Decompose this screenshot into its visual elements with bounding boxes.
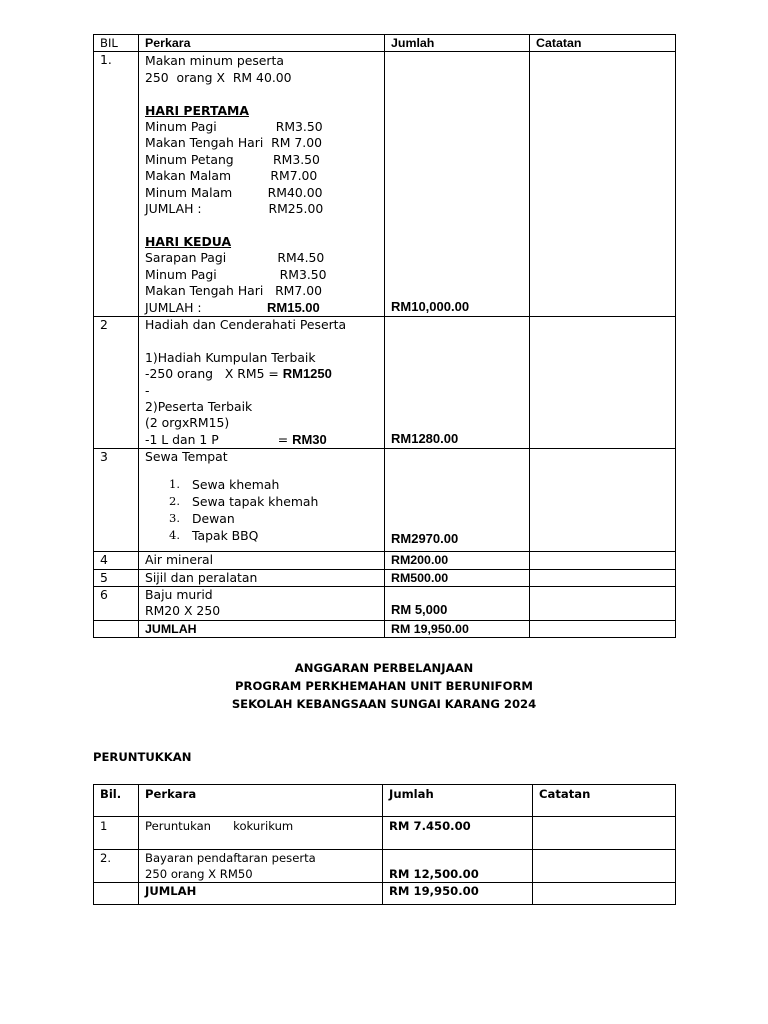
row-jumlah: RM200.00 — [385, 552, 530, 569]
row-text: Makan Tengah Hari RM7.00 — [145, 283, 322, 299]
row-catatan — [530, 569, 676, 586]
row-text: RM20 X 250 — [145, 603, 221, 619]
allocation-table — [93, 784, 676, 905]
row-catatan — [530, 52, 676, 317]
list-item: 2. Sewa tapak khemah — [169, 493, 319, 509]
row-jumlah: RM10,000.00 — [391, 298, 470, 314]
row-catatan — [530, 449, 676, 552]
row-bil: 3 — [94, 449, 139, 552]
table-row — [94, 552, 676, 569]
header-catatan: Catatan — [530, 35, 676, 52]
row-value: RM1250 — [282, 366, 332, 382]
total-label: JUMLAH — [139, 620, 385, 637]
row-text: 1)Hadiah Kumpulan Terbaik — [145, 349, 316, 365]
row-perkara — [139, 52, 385, 317]
row-perkara — [139, 449, 385, 552]
table-row — [94, 316, 676, 448]
row-text: Minum Pagi RM3.50 — [145, 266, 327, 282]
header-bil: Bil. — [94, 785, 139, 817]
day2-title: HARI KEDUA — [145, 233, 232, 249]
row-bil: 6 — [94, 586, 139, 620]
header-perkara: Perkara — [139, 785, 383, 817]
row-catatan — [530, 316, 676, 448]
table-row — [94, 52, 676, 317]
row-text: Minum Malam RM40.00 — [145, 184, 323, 200]
list-item: 1. Sewa khemah — [169, 476, 280, 492]
row-value: RM30 — [292, 431, 327, 447]
row-bil: 2. — [94, 850, 139, 883]
table-row — [94, 817, 676, 850]
row-catatan — [530, 586, 676, 620]
row-text: Sewa Tempat — [145, 449, 228, 465]
rental-list — [169, 476, 378, 544]
row-jumlah: RM 5,000 — [391, 602, 448, 618]
row-perkara: Air mineral — [139, 552, 385, 569]
row-text: JUMLAH : RM25.00 — [145, 201, 324, 217]
document-title: ANGGARAN PERBELANJAAN — [294, 661, 474, 675]
row-perkara: Peruntukan kokurikum — [139, 817, 383, 850]
row-bil — [94, 620, 139, 637]
table-row — [94, 449, 676, 552]
row-text: Sarapan Pagi RM4.50 — [145, 250, 325, 266]
allocation-header-row — [94, 785, 676, 817]
row-perkara — [139, 586, 385, 620]
row-bil: 2 — [94, 316, 139, 448]
day2-total-value: RM15.00 — [267, 299, 320, 315]
row-jumlah: RM 12,500.00 — [389, 867, 479, 881]
row-catatan — [530, 620, 676, 637]
list-item: 4. Tapak BBQ — [169, 527, 259, 543]
row-text: Minum Pagi RM3.50 — [145, 119, 323, 135]
table-row — [94, 569, 676, 586]
school-title: SEKOLAH KEBANGSAAN SUNGAI KARANG 2024 — [231, 697, 537, 711]
row-jumlah-cell — [385, 52, 530, 317]
total-row — [94, 620, 676, 637]
header-bil: BIL — [94, 35, 139, 52]
row-catatan — [530, 552, 676, 569]
total-value: RM 19,950.00 — [383, 883, 533, 905]
row-jumlah: RM2970.00 — [391, 530, 459, 546]
row-bil: 1 — [94, 817, 139, 850]
row-text: 250 orang X RM 40.00 — [145, 69, 292, 85]
header-catatan: Catatan — [533, 785, 676, 817]
header-perkara: Perkara — [139, 35, 385, 52]
table-row — [94, 850, 676, 883]
row-jumlah-cell — [385, 316, 530, 448]
header-jumlah: Jumlah — [383, 785, 533, 817]
row-jumlah: RM500.00 — [385, 569, 530, 586]
row-text: Baju murid — [145, 586, 213, 602]
row-catatan — [533, 817, 676, 850]
row-text: (2 orgxRM15) — [145, 415, 230, 431]
row-catatan — [533, 850, 676, 883]
row-text: Makan Tengah Hari RM 7.00 — [145, 135, 322, 151]
row-perkara — [139, 850, 383, 883]
row-jumlah-cell — [385, 449, 530, 552]
budget-table-header-row — [94, 35, 676, 52]
row-bil: 5 — [94, 569, 139, 586]
row-jumlah-cell — [383, 850, 533, 883]
table-row — [94, 586, 676, 620]
row-jumlah: RM1280.00 — [391, 430, 459, 446]
header-jumlah: Jumlah — [385, 35, 530, 52]
row-bil — [94, 883, 139, 905]
row-jumlah: RM 7.450.00 — [383, 817, 533, 850]
day2-total-label: JUMLAH : — [145, 299, 202, 315]
row-catatan — [533, 883, 676, 905]
row-bil: 1. — [94, 52, 139, 317]
total-value: RM 19,950.00 — [385, 620, 530, 637]
budget-table — [93, 34, 676, 638]
row-text: -1 L dan 1 P = — [145, 431, 293, 447]
row-text: Makan minum peserta — [145, 53, 284, 69]
day1-title: HARI PERTAMA — [145, 102, 249, 118]
row-perkara — [139, 316, 385, 448]
row-perkara: Sijil dan peralatan — [139, 569, 385, 586]
row-text: - — [145, 382, 150, 398]
row-text: Bayaran pendaftaran peserta — [145, 851, 316, 865]
row-bil: 4 — [94, 552, 139, 569]
row-text: Minum Petang RM3.50 — [145, 151, 320, 167]
allocation-heading: PERUNTUKKAN — [93, 750, 192, 764]
row-text: Hadiah dan Cenderahati Peserta — [145, 316, 347, 332]
total-row — [94, 883, 676, 905]
row-text: -250 orang X RM5 = — [145, 366, 283, 382]
list-item: 3. Dewan — [169, 510, 235, 526]
program-title: PROGRAM PERKHEMAHAN UNIT BERUNIFORM — [235, 679, 533, 693]
row-jumlah-cell — [385, 586, 530, 620]
total-label: JUMLAH — [139, 883, 383, 905]
row-text: 250 orang X RM50 — [145, 867, 253, 881]
row-text: Makan Malam RM7.00 — [145, 168, 318, 184]
row-text: 2)Peserta Terbaik — [145, 398, 253, 414]
